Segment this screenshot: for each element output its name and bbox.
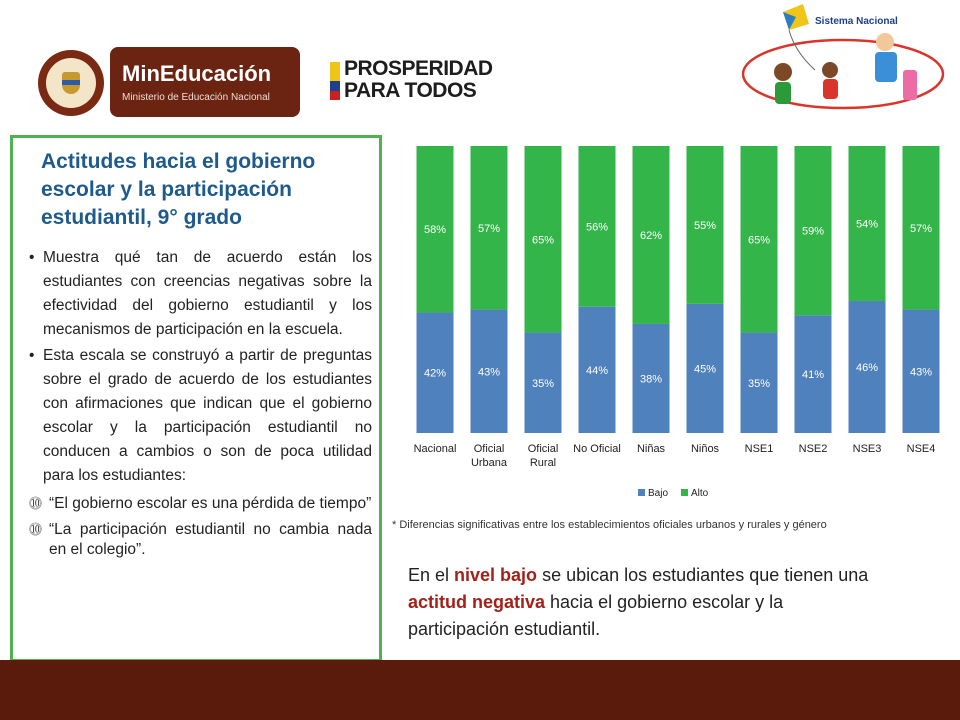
quote-bullet-icon: ⓾ [29,522,43,537]
category-label: Niños [690,443,720,455]
bullet-text: Muestra qué tan de acuerdo están los estudiantes con creencias negativas sobre la efectividad del gobierno estudiantil y los mecanismos de participación en la escuela. [43,249,372,338]
category-label: NSE2 [798,443,828,455]
paragraph-text: se ubican los estudiantes que tienen una [537,565,869,585]
data-label: 43% [477,366,501,379]
data-label: 42% [423,367,447,380]
data-label: 58% [423,224,447,237]
quote-item [29,494,372,514]
data-label: 56% [585,221,609,234]
data-label: 65% [747,234,771,247]
category-label: NSE4 [906,443,936,455]
quote-text: “La participación estudiantil no cambia nada en el colegio”. [49,521,372,558]
data-label: 57% [909,222,933,235]
data-label: 59% [801,225,825,238]
data-label: 44% [585,364,609,377]
bullet-icon: • [29,249,35,266]
header [0,0,960,135]
category-label: Urbana [470,457,508,469]
data-label: 54% [855,218,879,231]
data-label: 45% [693,363,717,376]
quote-text: “El gobierno escolar es una pérdida de tiempo” [49,495,372,512]
colombia-seal-logo [38,50,104,116]
category-label: Nacional [413,443,457,455]
legend-label: Alto [691,488,709,499]
bullet-text: Esta escala se construyó a partir de preguntas sobre el grado de acuerdo de los estudiantes con afirmaciones que indican que el gobierno escolar y la participación estudiantil no conducen a cambios o son de poca utilidad para los estudiantes: [43,347,372,484]
category-label: NSE1 [744,443,774,455]
category-label: Oficial [473,443,505,455]
interpretation-paragraph [408,562,878,643]
svg-text:Sistema Nacional: Sistema Nacional [815,16,898,27]
prosperidad-text: PROSPERIDAD PARA TODOS [344,57,493,102]
bullet-icon: • [29,347,35,364]
data-label: 35% [747,377,771,390]
bullet-item [29,344,372,488]
mineducacion-title: MinEducación [122,61,272,86]
quote-bullet-icon: ⓾ [29,496,43,511]
quote-item [29,520,372,560]
data-label: 57% [477,222,501,235]
data-label: 35% [531,377,555,390]
bullet-item [29,246,372,342]
footer-bar [0,660,960,720]
data-label: 38% [639,373,663,386]
sistema-nacional-logo [735,2,950,127]
paragraph-text: hacia el gobierno escolar y la participación estudiantil. [408,592,784,639]
paragraph-text: En el [408,565,455,585]
bullet-list [29,246,372,560]
category-label: Niñas [636,443,666,455]
data-label: 55% [693,219,717,232]
category-label: Oficial [527,443,559,455]
legend-swatch-bajo [638,489,645,496]
data-label: 65% [531,234,555,247]
panel-title: Actitudes hacia el gobierno escolar y la participación estudiantil, 9° grado [41,150,316,229]
category-label: No Oficial [573,443,621,455]
data-label: 62% [639,229,663,242]
mineducacion-subtitle: Ministerio de Educación Nacional [122,92,270,103]
chart-footnote: * Diferencias significativas entre los establecimientos oficiales urbanos y rurales y género [392,519,827,531]
legend-label: Bajo [648,488,669,499]
category-label: NSE3 [852,443,882,455]
data-label: 43% [909,366,933,379]
stacked-bar-chart [392,140,948,512]
category-label: Rural [529,457,557,469]
highlight-nivel-bajo: nivel bajo [454,565,538,585]
data-label: 46% [855,361,879,374]
mineducacion-logo [110,47,300,117]
legend-swatch-alto [681,489,688,496]
highlight-actitud-negativa: actitud negativa [408,592,546,612]
data-label: 41% [801,369,825,382]
colombia-flag-icon [330,62,340,100]
summary-panel [10,135,382,662]
